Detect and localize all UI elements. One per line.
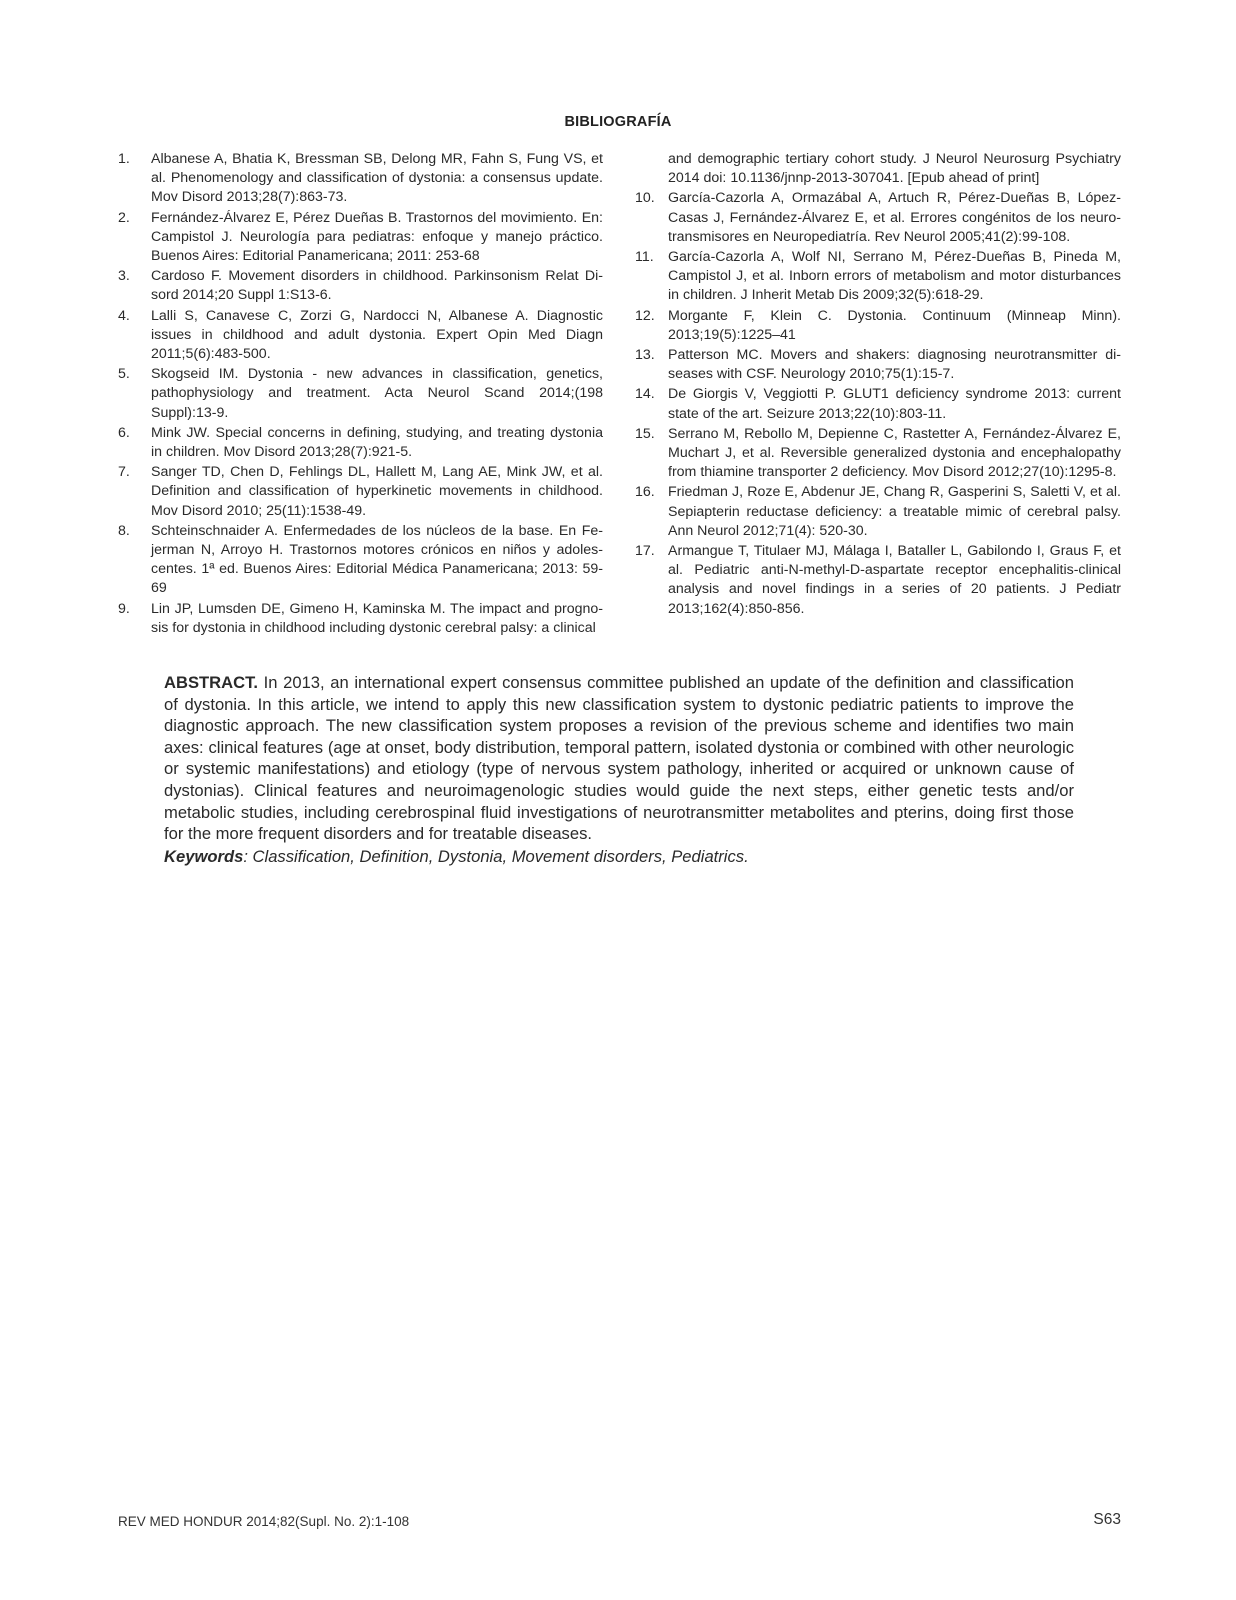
reference-item	[118, 150, 603, 208]
reference-number: 12.	[635, 307, 655, 324]
reference-item	[635, 189, 1121, 247]
keywords-text: : Classification, Definition, Dystonia, Movement disorders, Pediatrics.	[243, 847, 749, 866]
reference-item	[118, 307, 603, 365]
reference-continuation: and demographic tertiary cohort study. J Neurol Neurosurg Psychiatry 2014 doi: 10.1136/jnnp-2013-307041. [Epub ahead of print]	[668, 151, 1121, 187]
reference-item	[118, 365, 603, 423]
reference-item	[635, 346, 1121, 384]
reference-number: 10.	[635, 190, 655, 207]
reference-item	[635, 385, 1121, 423]
reference-item	[118, 522, 603, 599]
reference-text: Friedman J, Roze E, Abdenur JE, Chang R, Gasperini S, Saletti V, et al. Sepiapterin reductase deficiency: a treatable mimic of cerebral palsy. Ann Neurol 2012;71(4): 520-30.	[668, 484, 1121, 539]
reference-number: 2.	[118, 209, 130, 226]
reference-number: 8.	[118, 522, 130, 539]
reference-number: 6.	[118, 424, 130, 441]
reference-number: 9.	[118, 600, 130, 617]
reference-item	[118, 463, 603, 521]
reference-list-right	[635, 150, 1121, 620]
reference-number: 7.	[118, 464, 130, 481]
reference-list-left	[118, 150, 603, 639]
reference-number: 17.	[635, 543, 655, 560]
reference-text: Lin JP, Lumsden DE, Gimeno H, Kaminska M. The impact and prognosis for dystonia in childhood including dystonic cerebral palsy: a clinical	[151, 600, 603, 636]
reference-text: García-Cazorla A, Wolf NI, Serrano M, Pérez-Dueñas B, Pineda M, Campistol J, et al. Inborn errors of metabolism and motor disturbances in children. J Inherit Metab Dis 2009;32(5):618-29.	[668, 249, 1121, 304]
reference-number: 1.	[118, 151, 130, 167]
reference-text: García-Cazorla A, Ormazábal A, Artuch R, Pérez-Dueñas B, López-Casas J, Fernández-Álvarez E, et al. Errores congénitos de los neurotransmisores en Neuropediatría. Rev Neurol 2005;41(2):99-108.	[668, 190, 1121, 245]
reference-number: 16.	[635, 484, 655, 501]
reference-item	[118, 209, 603, 267]
reference-text: Fernández-Álvarez E, Pérez Dueñas B. Trastornos del movimiento. En: Campistol J. Neurología para pediatras: enfoque y manejo práctico. Buenos Aires: Editorial Panamericana; 2011: 253-68	[151, 209, 603, 265]
reference-number: 3.	[118, 268, 130, 285]
reference-text: De Giorgis V, Veggiotti P. GLUT1 deficiency syndrome 2013: current state of the art. Seizure 2013;22(10):803-11.	[668, 386, 1121, 422]
reference-text: Lalli S, Canavese C, Zorzi G, Nardocci N, Albanese A. Diagnostic issues in childhood and adult dystonia. Expert Opin Med Diagn 2011;5(6):483-500.	[151, 307, 603, 363]
reference-item	[635, 248, 1121, 306]
footer-page-number: S63	[1093, 1511, 1121, 1528]
abstract-label: ABSTRACT.	[164, 673, 259, 692]
abstract-paragraph	[164, 672, 1074, 845]
reference-item	[118, 600, 603, 638]
reference-item	[118, 424, 603, 462]
reference-number: 14.	[635, 386, 655, 403]
reference-text: Albanese A, Bhatia K, Bressman SB, Delong MR, Fahn S, Fung VS, et al. Phenomenology and classification of dystonia: a consensus update. Mov Disord 2013;28(7):863-73.	[151, 151, 603, 206]
reference-item	[635, 307, 1121, 345]
reference-text: Skogseid IM. Dystonia - new advances in classification, genetics, pathophysiology and treatment. Acta Neurol Scand 2014;(198 Suppl):13-9.	[151, 366, 603, 421]
reference-item	[635, 542, 1121, 619]
reference-number: 11.	[635, 249, 654, 266]
section-heading: BIBLIOGRAFÍA	[564, 114, 672, 130]
reference-number: 4.	[118, 307, 130, 324]
keywords-label: Keywords	[164, 847, 244, 866]
keywords-line	[164, 846, 1074, 868]
reference-text: Cardoso F. Movement disorders in childhood. Parkinsonism Relat Disord 2014;20 Suppl 1:S13-6.	[151, 268, 603, 304]
reference-item	[635, 425, 1121, 483]
reference-text: Serrano M, Rebollo M, Depienne C, Rastetter A, Fernández-Álvarez E, Muchart J, et al. Reversible generalized dystonia and encephalopathy from thiamine transporter 2 deficiency. Mov Disord 2012;27(10):1295-8.	[668, 425, 1121, 481]
reference-text: Sanger TD, Chen D, Fehlings DL, Hallett M, Lang AE, Mink JW, et al. Definition and classification of hyperkinetic movements in childhood. Mov Disord 2010; 25(11):1538-49.	[151, 464, 603, 519]
reference-text: Schteinschnaider A. Enfermedades de los núcleos de la base. En Fejerman N, Arroyo H. Trastornos motores crónicos en niños y adolescentes. 1ª ed. Buenos Aires: Editorial Médica Panamericana; 2013: 59-69	[151, 522, 603, 597]
reference-number: 5.	[118, 366, 130, 383]
reference-text: Patterson MC. Movers and shakers: diagnosing neurotransmitter diseases with CSF. Neurology 2010;75(1):15-7.	[668, 347, 1121, 383]
reference-text: Armangue T, Titulaer MJ, Málaga I, Bataller L, Gabilondo I, Graus F, et al. Pediatric anti-N-methyl-D-aspartate receptor encephalitis-clinical analysis and novel findings in a series of 20 patients. J Pediatr 2013;162(4):850-856.	[668, 543, 1121, 617]
reference-number: 15.	[635, 425, 655, 442]
reference-number: 13.	[635, 347, 655, 364]
footer-journal-citation: REV MED HONDUR 2014;82(Supl. No. 2):1-108	[118, 1514, 410, 1529]
reference-text: Mink JW. Special concerns in defining, studying, and treating dystonia in children. Mov Disord 2013;28(7):921-5.	[151, 424, 603, 461]
reference-item	[635, 483, 1121, 541]
reference-item	[118, 267, 603, 305]
reference-text: Morgante F, Klein C. Dystonia. Continuum (Minneap Minn). 2013;19(5):1225–41	[668, 307, 1121, 343]
abstract-text: In 2013, an international expert consensus committee published an update of the definition and classification of dystonia. In this article, we intend to apply this new classification system to dystonic pediatric patients to improve the diagnostic approach. The new classification system proposes a revision of the previous scheme and identifies two main axes: clinical features (age at onset, body distribution, temporal pattern, isolated dystonia or combined with other neurologic or systemic manifestations) and etiology (type of nervous system pathology, inherited or acquired or unknown cause of dystonias). Clinical features and neuroimagenologic studies would guide the next steps, either genetic tests and/or metabolic studies, including cerebrospinal fluid investigations of neurotransmitter metabolites and pterins, doing first those for the more frequent disorders and for treatable diseases.	[164, 673, 1074, 844]
